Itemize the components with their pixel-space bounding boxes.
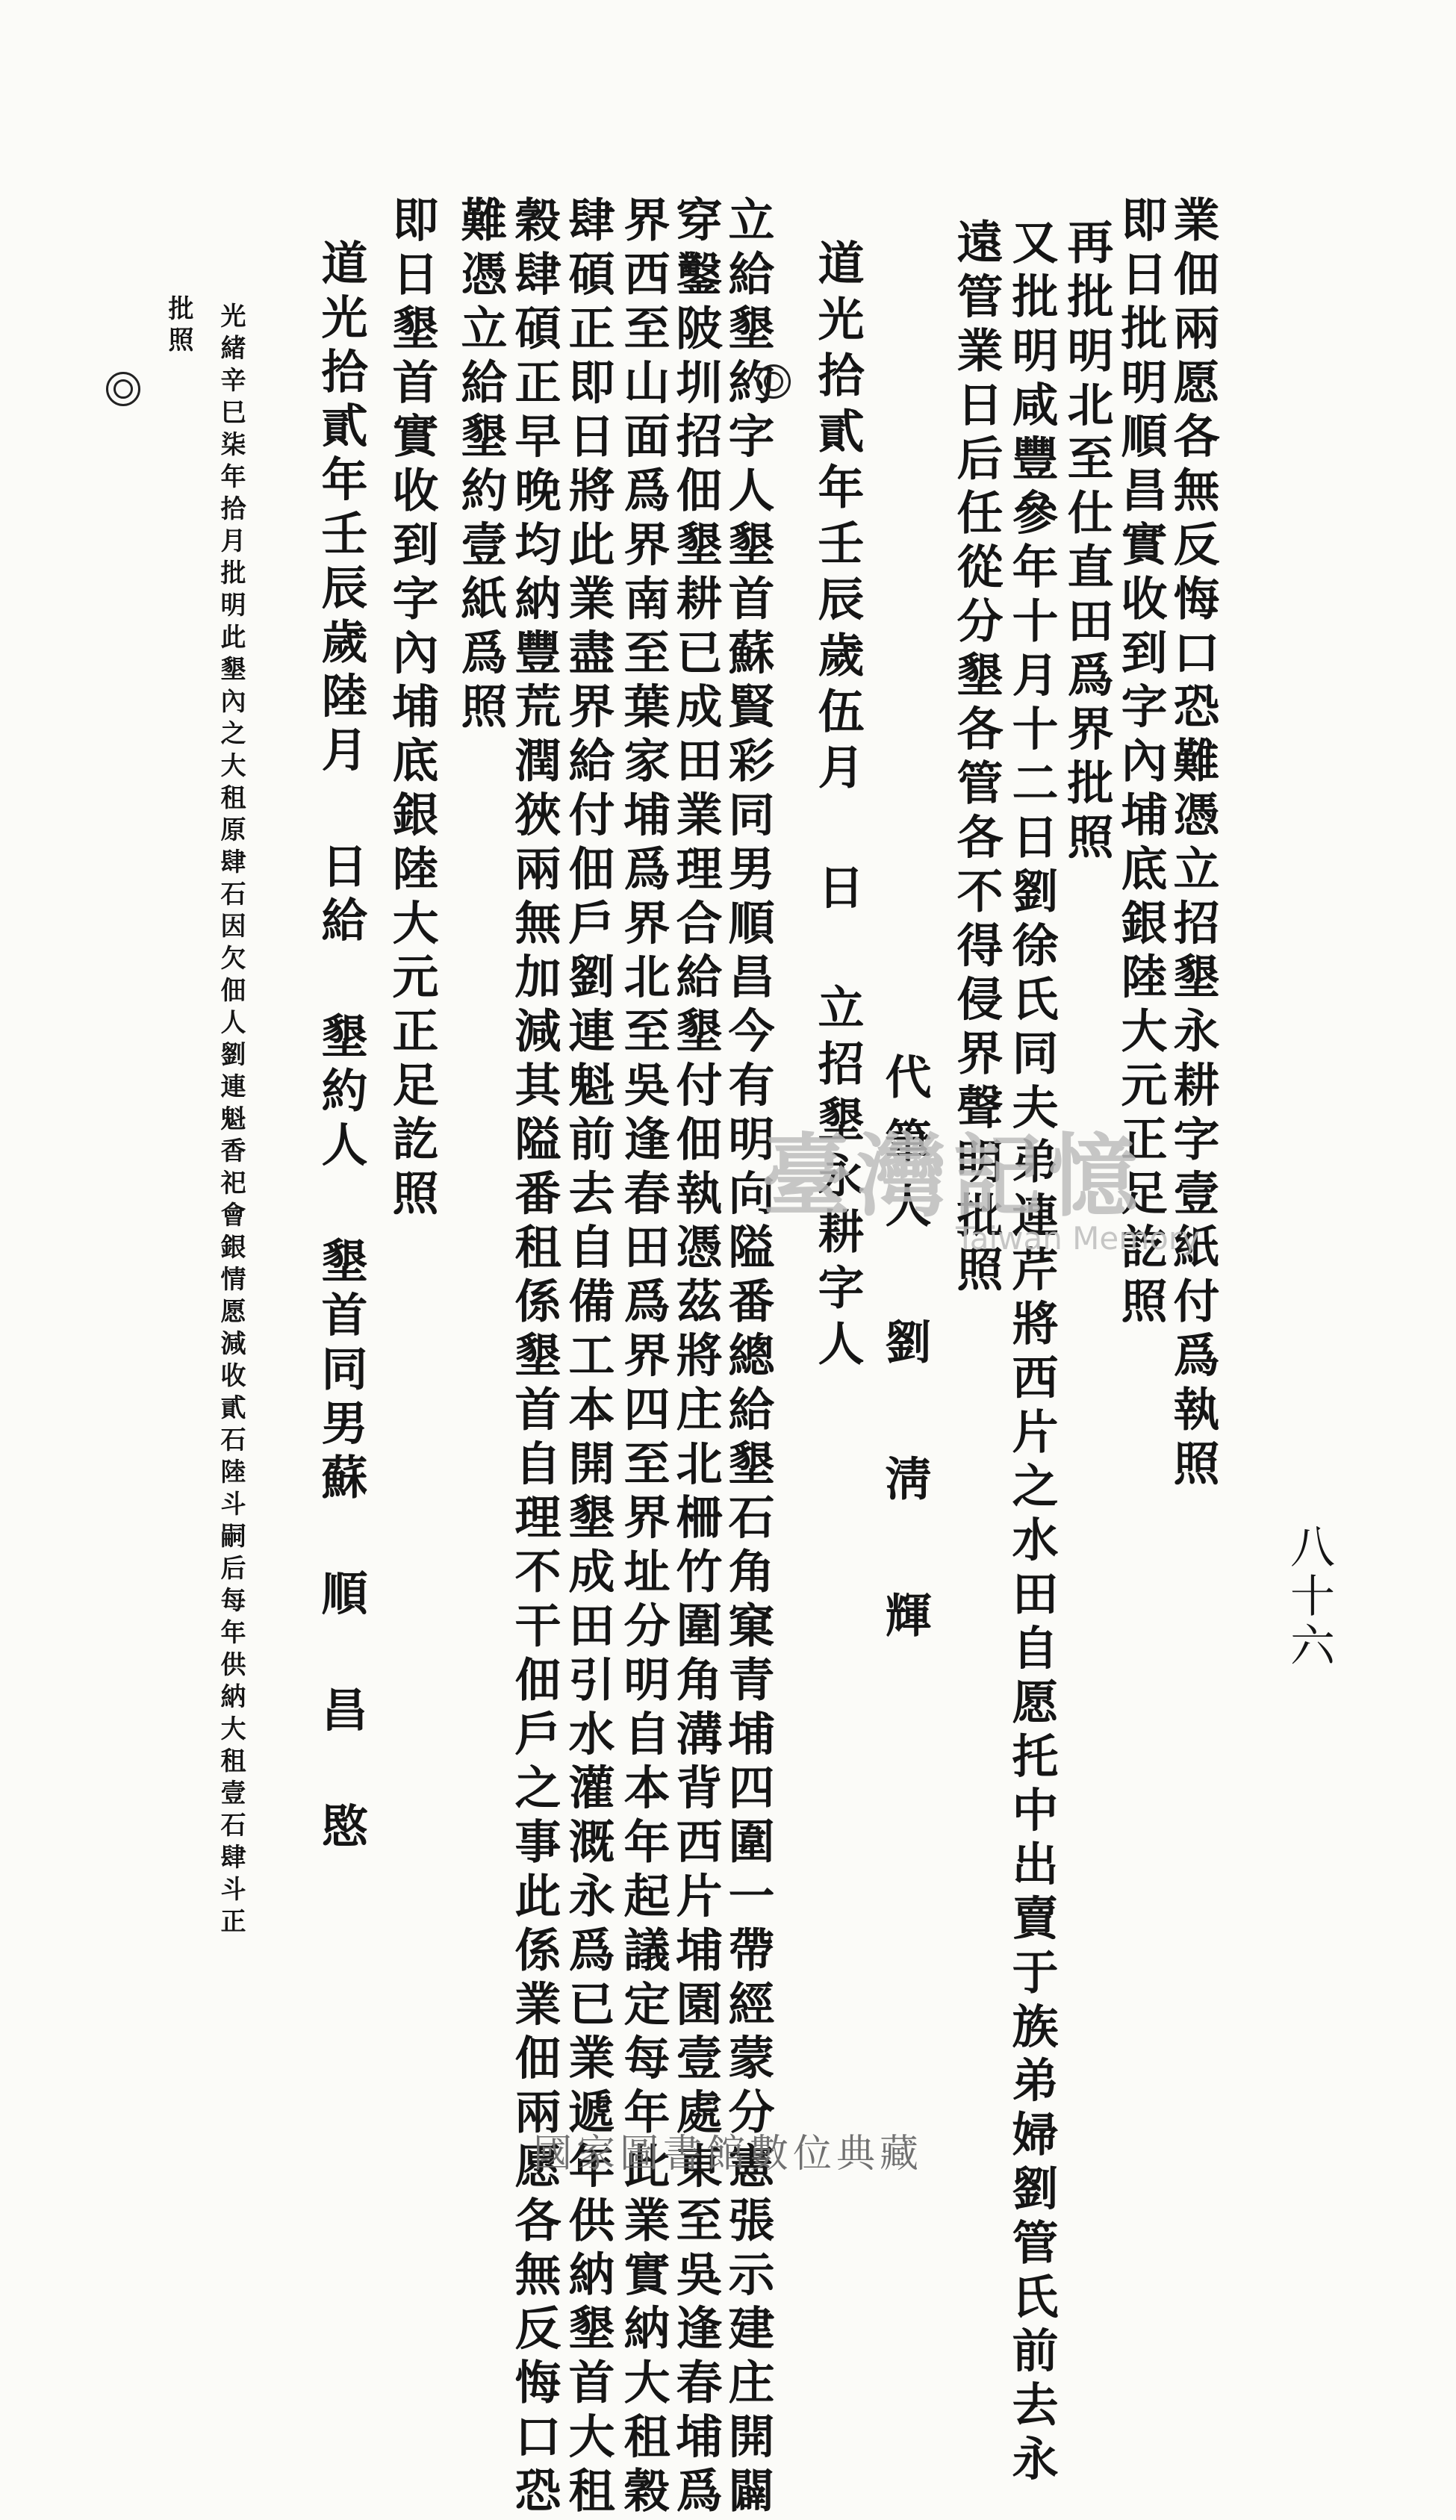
- page-number: 八十六: [1283, 1523, 1335, 1671]
- text-column: 又批明咸豐參年十月十二日劉徐氏同夫弟連芹將西片之水田自愿托中出賣于族弟婦劉管氏前去永: [1004, 218, 1059, 2489]
- watermark-chinese: 臺灣記憶: [762, 1124, 1144, 1229]
- watermark-english: Taiwan Memory: [956, 1220, 1200, 1257]
- text-column: 穀肆碩正早晚均納豐荒潤狹兩無加減其隘番租係墾首自理不干佃戶之事此係業佃兩愿各無反悔口恐: [507, 196, 561, 2520]
- text-column: 穿鑿陂圳招佃墾耕已成田業理合給墾付佃執憑茲將庄北柵竹圍角溝背西片埔園壹處東至吳逢春埔爲: [668, 196, 723, 2520]
- seal-mark: [106, 372, 140, 406]
- seal-mark: [756, 364, 791, 399]
- text-column: 道光拾貳年壬辰歲陸月 日給 墾約人 墾首同男蘇 順 昌 愍: [314, 239, 368, 1856]
- text-column: 遠管業日后任從分墾各管各不得侵界聲明批照: [949, 218, 1004, 1299]
- annotation-column: 批照: [164, 295, 193, 358]
- annotation-column: 光緒辛巳柒年拾月批明此墾內之大租原肆石因欠佃人劉連魁香祀會銀情愿減收貳石陸斗嗣后每年供納大租壹石肆斗正: [216, 302, 246, 1940]
- text-column: 即日墾首實收到字內埔底銀陸大元正足訖照: [385, 196, 439, 1223]
- text-column: 代筆人 劉 淸 輝: [877, 1053, 932, 1655]
- text-column: 肆碩正即日將此業盡界給付佃戶劉連魁前去自備工本開墾成田引水灌溉永爲已業遞年供納墾首大租: [561, 196, 615, 2520]
- text-column: 即日批明順昌實收到字內埔底銀陸大元正足訖照: [1113, 196, 1168, 1331]
- text-column: 立給墾約字人墾首蘇賢彩同男順昌今有明向隘番總給墾石角窠青埔四圍一帶經蒙分憲張示建庄開闢: [721, 196, 775, 2520]
- footer-caption: 國家圖書館數位典藏: [532, 2132, 923, 2177]
- text-column: 業佃兩愿各無反悔口恐難憑立招墾永耕字壹紙付爲執照: [1166, 196, 1220, 1493]
- text-column: 道光拾貳年壬辰歲伍月 日 立招墾永耕字人: [810, 239, 865, 1375]
- text-column: 難憑立給墾約壹紙爲照: [453, 196, 508, 736]
- watermark: [762, 1105, 1200, 1257]
- text-column: 界西至山面爲界南至葉家埔爲界北至吳逢春田爲界四至界址分明自本年起議定每年此業實納大租穀: [616, 196, 671, 2520]
- text-column: 再批明北至仕直田爲界批照: [1060, 218, 1114, 867]
